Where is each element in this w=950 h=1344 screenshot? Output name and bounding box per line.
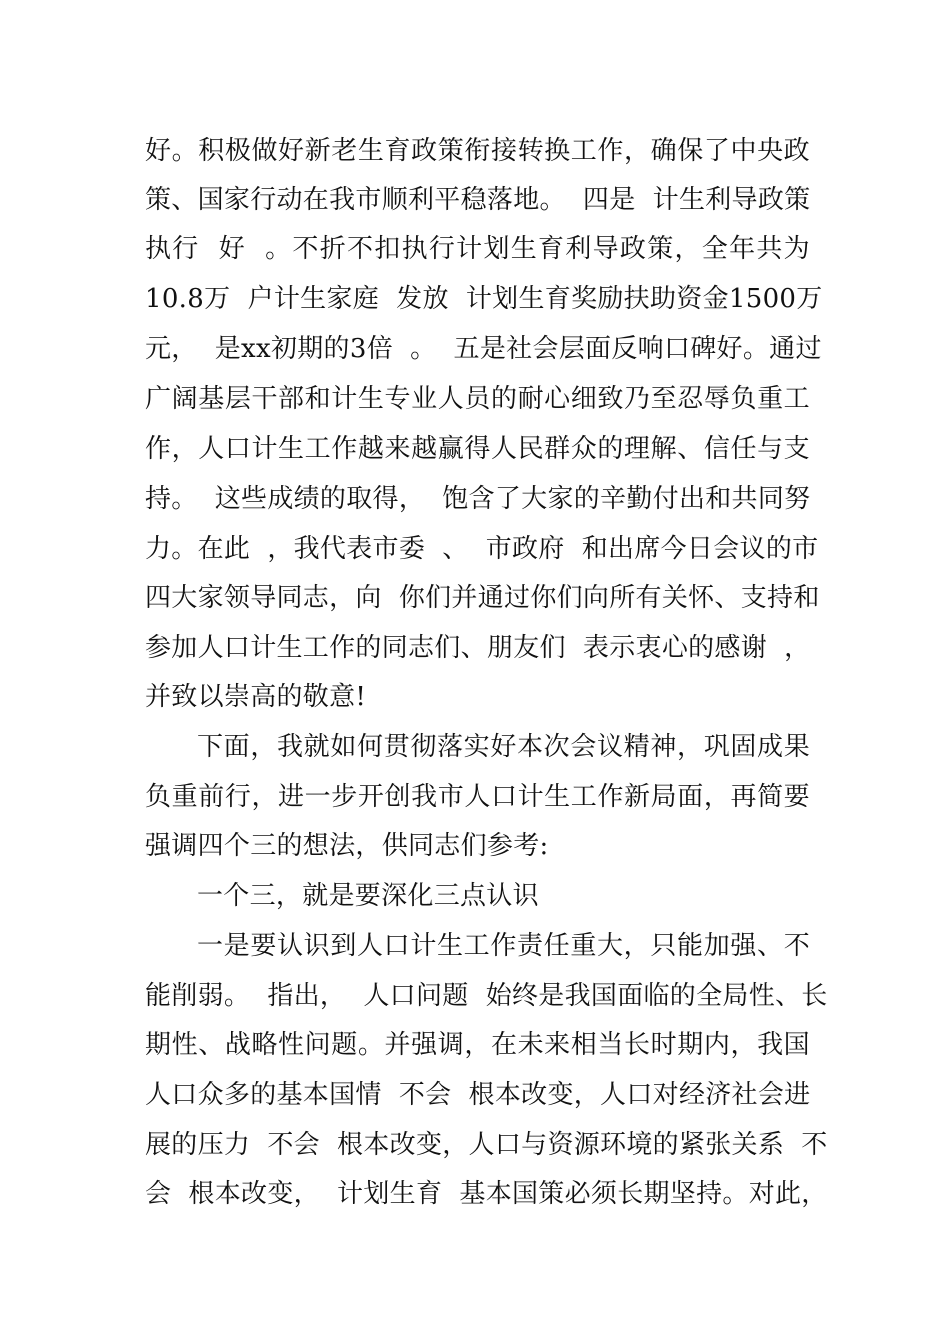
text-line: 持。 这些成绩的取得， 饱含了大家的辛勤付出和共同努 [145,484,811,514]
text-line: 强调四个三的想法，供同志们参考: [145,831,549,861]
text-line: 展的压力 不会 根本改变，人口与资源环境的紧张关系 不 [145,1130,828,1160]
text-line: 四大家领导同志，向 你们并通过你们向所有关怀、支持和 [145,583,820,613]
text-line: 策、国家行动在我市顺利平稳落地。 四是 计生利导政策 [145,185,811,215]
text-line: 期性、战略性问题。并强调，在未来相当长时期内，我国 [145,1030,810,1060]
text-line: 参加人口计生工作的同志们、朋友们 表示衷心的感谢 ， [145,633,811,663]
text-line: 并致以崇高的敬意! [145,682,367,712]
text-line: 10.8万 户计生家庭 发放 计划生育奖励扶助资金1500万 [145,284,823,314]
text-line: 执行 好 。不折不扣执行计划生育利导政策，全年共为 [145,234,810,264]
text-line: 广阔基层干部和计生专业人员的耐心细致乃至忍辱负重工 [145,384,810,414]
text-line: 能削弱。 指出， 人口问题 始终是我国面临的全局性、长 [145,981,828,1011]
paragraph-first-line: 一是要认识到人口计生工作责任重大，只能加强、不 [197,931,810,961]
text-line: 好。积极做好新老生育政策衔接转换工作，确保了中央政 [145,136,810,166]
text-line: 人口众多的基本国情 不会 根本改变，人口对经济社会进 [145,1080,811,1110]
text-line: 元， 是xx初期的3倍 。 五是社会层面反响口碑好。通过 [145,334,822,364]
text-line: 负重前行，进一步开创我市人口计生工作新局面，再简要 [145,782,810,812]
text-line: 作，人口计生工作越来越赢得人民群众的理解、信任与支 [145,434,810,464]
section-heading: 一个三，就是要深化三点认识 [197,881,539,911]
text-line: 会 根本改变， 计划生育 基本国策必须长期坚持。对此， [145,1179,828,1209]
paragraph-first-line: 下面，我就如何贯彻落实好本次会议精神，巩固成果 [197,732,810,762]
text-line: 力。在此 ，我代表市委 、 市政府 和出席今日会议的市 [145,534,819,564]
